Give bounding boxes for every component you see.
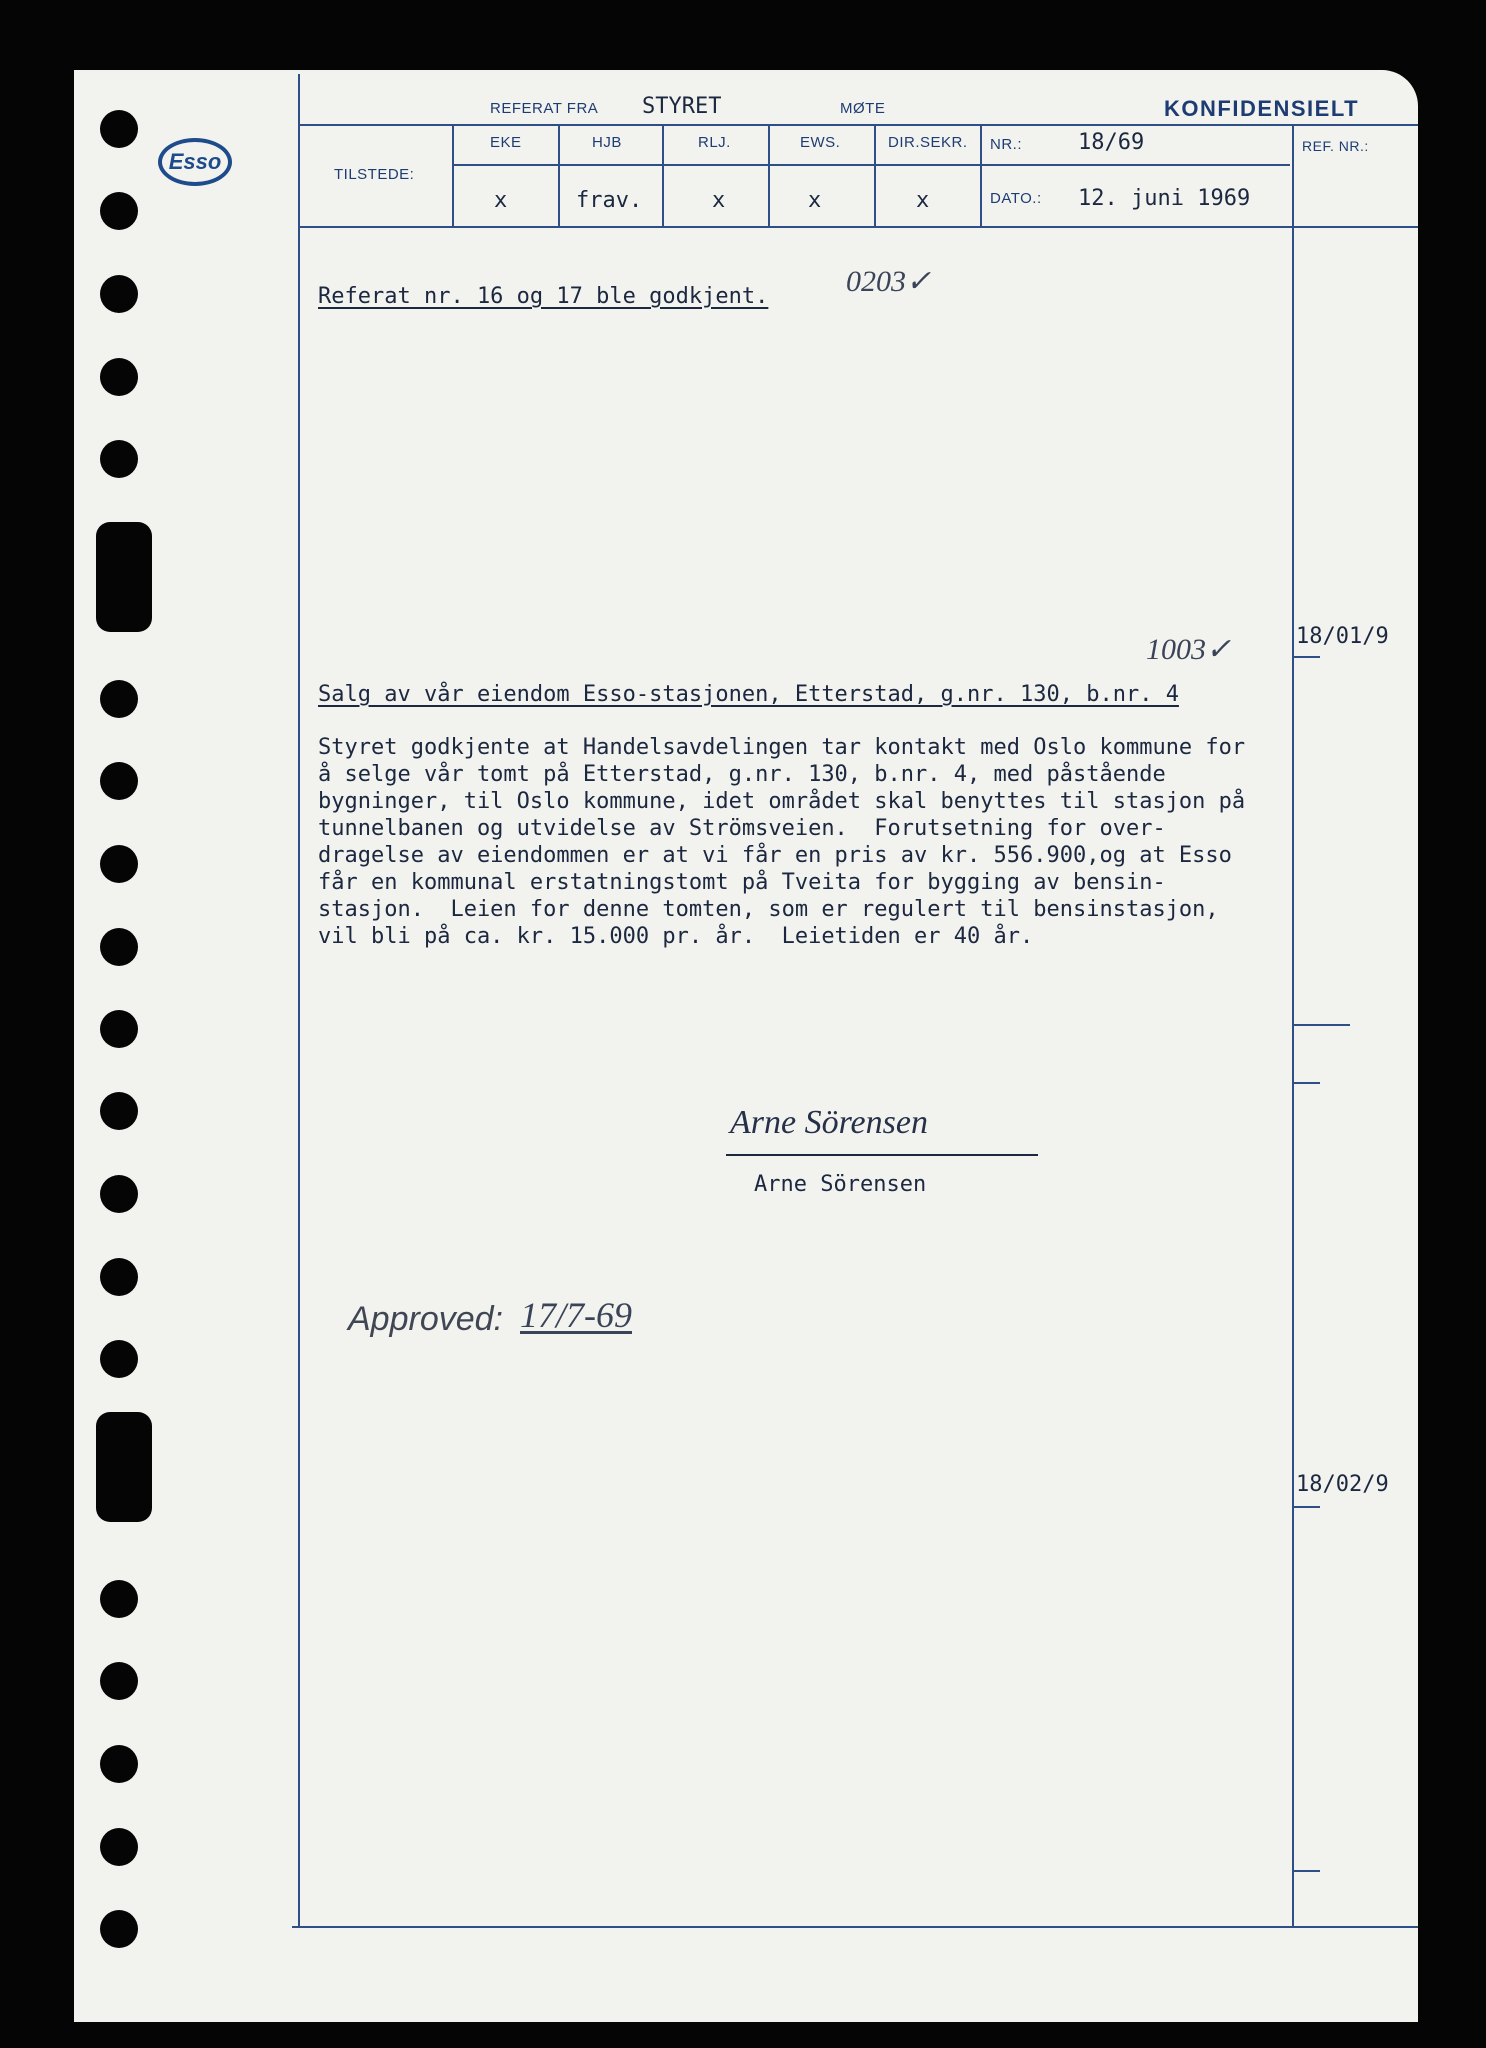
nr-value: 18/69 xyxy=(1078,130,1145,155)
nr-label: NR.: xyxy=(990,136,1022,153)
body-line: får en kommunal erstatningstomt på Tveita for bygging av bensin- xyxy=(318,870,1166,895)
body-line: dragelse av eiendommen er at vi får en pris av kr. 556.900,og at Esso xyxy=(318,843,1232,868)
margin-tick xyxy=(1292,1024,1350,1026)
binder-hole xyxy=(100,762,138,800)
item2-title: Salg av vår eiendom Esso-stasjonen, Etterstad, g.nr. 130, b.nr. 4 xyxy=(318,682,1179,707)
binder-hole xyxy=(100,440,138,478)
ref-nr-label: REF. NR.: xyxy=(1302,138,1369,154)
header-bottom-line xyxy=(298,226,1418,228)
approved-label: Approved: xyxy=(348,1300,503,1338)
binder-hole xyxy=(100,358,138,396)
item2-body xyxy=(318,734,1245,950)
item2-annotation: 1003✓ xyxy=(1146,633,1232,666)
typed-signer-name: Arne Sörensen xyxy=(754,1172,927,1197)
binder-hole xyxy=(100,110,138,148)
member-mark-rlj: x xyxy=(712,188,726,213)
margin-ref-2: 18/02/9 xyxy=(1296,1472,1389,1497)
member-mark-ews: x xyxy=(808,188,822,213)
right-margin-line xyxy=(1292,124,1294,1928)
margin-tick xyxy=(1292,656,1320,658)
member-mark-hjb: frav. xyxy=(576,188,643,213)
binder-hole xyxy=(100,1745,138,1783)
approved-date: 17/7-69 xyxy=(520,1295,632,1335)
item2-ref: 18/01/9 xyxy=(1296,624,1389,649)
member-code-rlj: RLJ. xyxy=(698,134,731,151)
body-line: Styret godkjente at Handelsavdelingen tar kontakt med Oslo kommune for xyxy=(318,735,1246,760)
board-name: STYRET xyxy=(642,94,722,119)
left-margin-line xyxy=(298,74,300,1928)
binder-hole xyxy=(100,845,138,883)
present-label: TILSTEDE: xyxy=(334,166,415,183)
binder-hole xyxy=(100,1910,138,1948)
column-divider xyxy=(874,124,876,226)
bottom-line xyxy=(292,1926,1418,1928)
member-code-eke: EKE xyxy=(490,134,522,151)
dato-value: 12. juni 1969 xyxy=(1078,186,1251,211)
member-code-ews: EWS. xyxy=(800,134,841,151)
member-mark-eke: x xyxy=(494,188,508,213)
referat-fra-label: REFERAT FRA xyxy=(490,100,599,117)
binder-hole xyxy=(100,1340,138,1378)
handwritten-signature: Arne Sörensen xyxy=(730,1104,928,1141)
member-code-hjb: HJB xyxy=(592,134,622,151)
dato-label: DATO.: xyxy=(990,190,1042,207)
column-divider xyxy=(558,124,560,226)
margin-tick xyxy=(1292,1506,1320,1508)
binder-hole xyxy=(100,192,138,230)
binder-hole xyxy=(100,680,138,718)
binder-hole xyxy=(100,1662,138,1700)
column-divider xyxy=(452,124,454,226)
body-line: å selge vår tomt på Etterstad, g.nr. 130, b.nr. 4, med påstående xyxy=(318,762,1166,787)
binder-hole xyxy=(100,1258,138,1296)
header-divider xyxy=(298,124,1418,126)
binder-hole xyxy=(100,1092,138,1130)
item1-text: Referat nr. 16 og 17 ble godkjent. xyxy=(318,284,769,309)
binder-hole xyxy=(100,1828,138,1866)
signature-line xyxy=(726,1154,1038,1156)
esso-logo: Esso xyxy=(158,138,232,186)
body-line: tunnelbanen og utvidelse av Strömsveien. Forutsetning for over- xyxy=(318,816,1166,841)
binder-hole xyxy=(100,1580,138,1618)
header-mid-line xyxy=(452,164,1290,166)
body-line: vil bli på ca. kr. 15.000 pr. år. Leietiden er 40 år. xyxy=(318,924,1034,949)
binder-hole xyxy=(100,1175,138,1213)
confidential-label: KONFIDENSIELT xyxy=(1164,96,1360,121)
binder-slot xyxy=(96,1412,152,1522)
margin-tick xyxy=(1292,1870,1320,1872)
column-divider xyxy=(768,124,770,226)
body-line: stasjon. Leien for denne tomten, som er regulert til bensinstasjon, xyxy=(318,897,1219,922)
item1-annotation: 0203✓ xyxy=(846,265,932,298)
document-sheet xyxy=(74,70,1418,2022)
member-mark-dirsekr: x xyxy=(916,188,930,213)
margin-tick xyxy=(1292,1082,1320,1084)
binder-slot xyxy=(96,522,152,632)
member-code-dirsekr: DIR.SEKR. xyxy=(888,134,968,151)
column-divider xyxy=(662,124,664,226)
body-line: bygninger, til Oslo kommune, idet området skal benyttes til stasjon på xyxy=(318,789,1246,814)
column-divider xyxy=(980,124,982,226)
binder-hole xyxy=(100,928,138,966)
mote-label: MØTE xyxy=(840,100,886,117)
binder-hole xyxy=(100,275,138,313)
binder-hole xyxy=(100,1010,138,1048)
